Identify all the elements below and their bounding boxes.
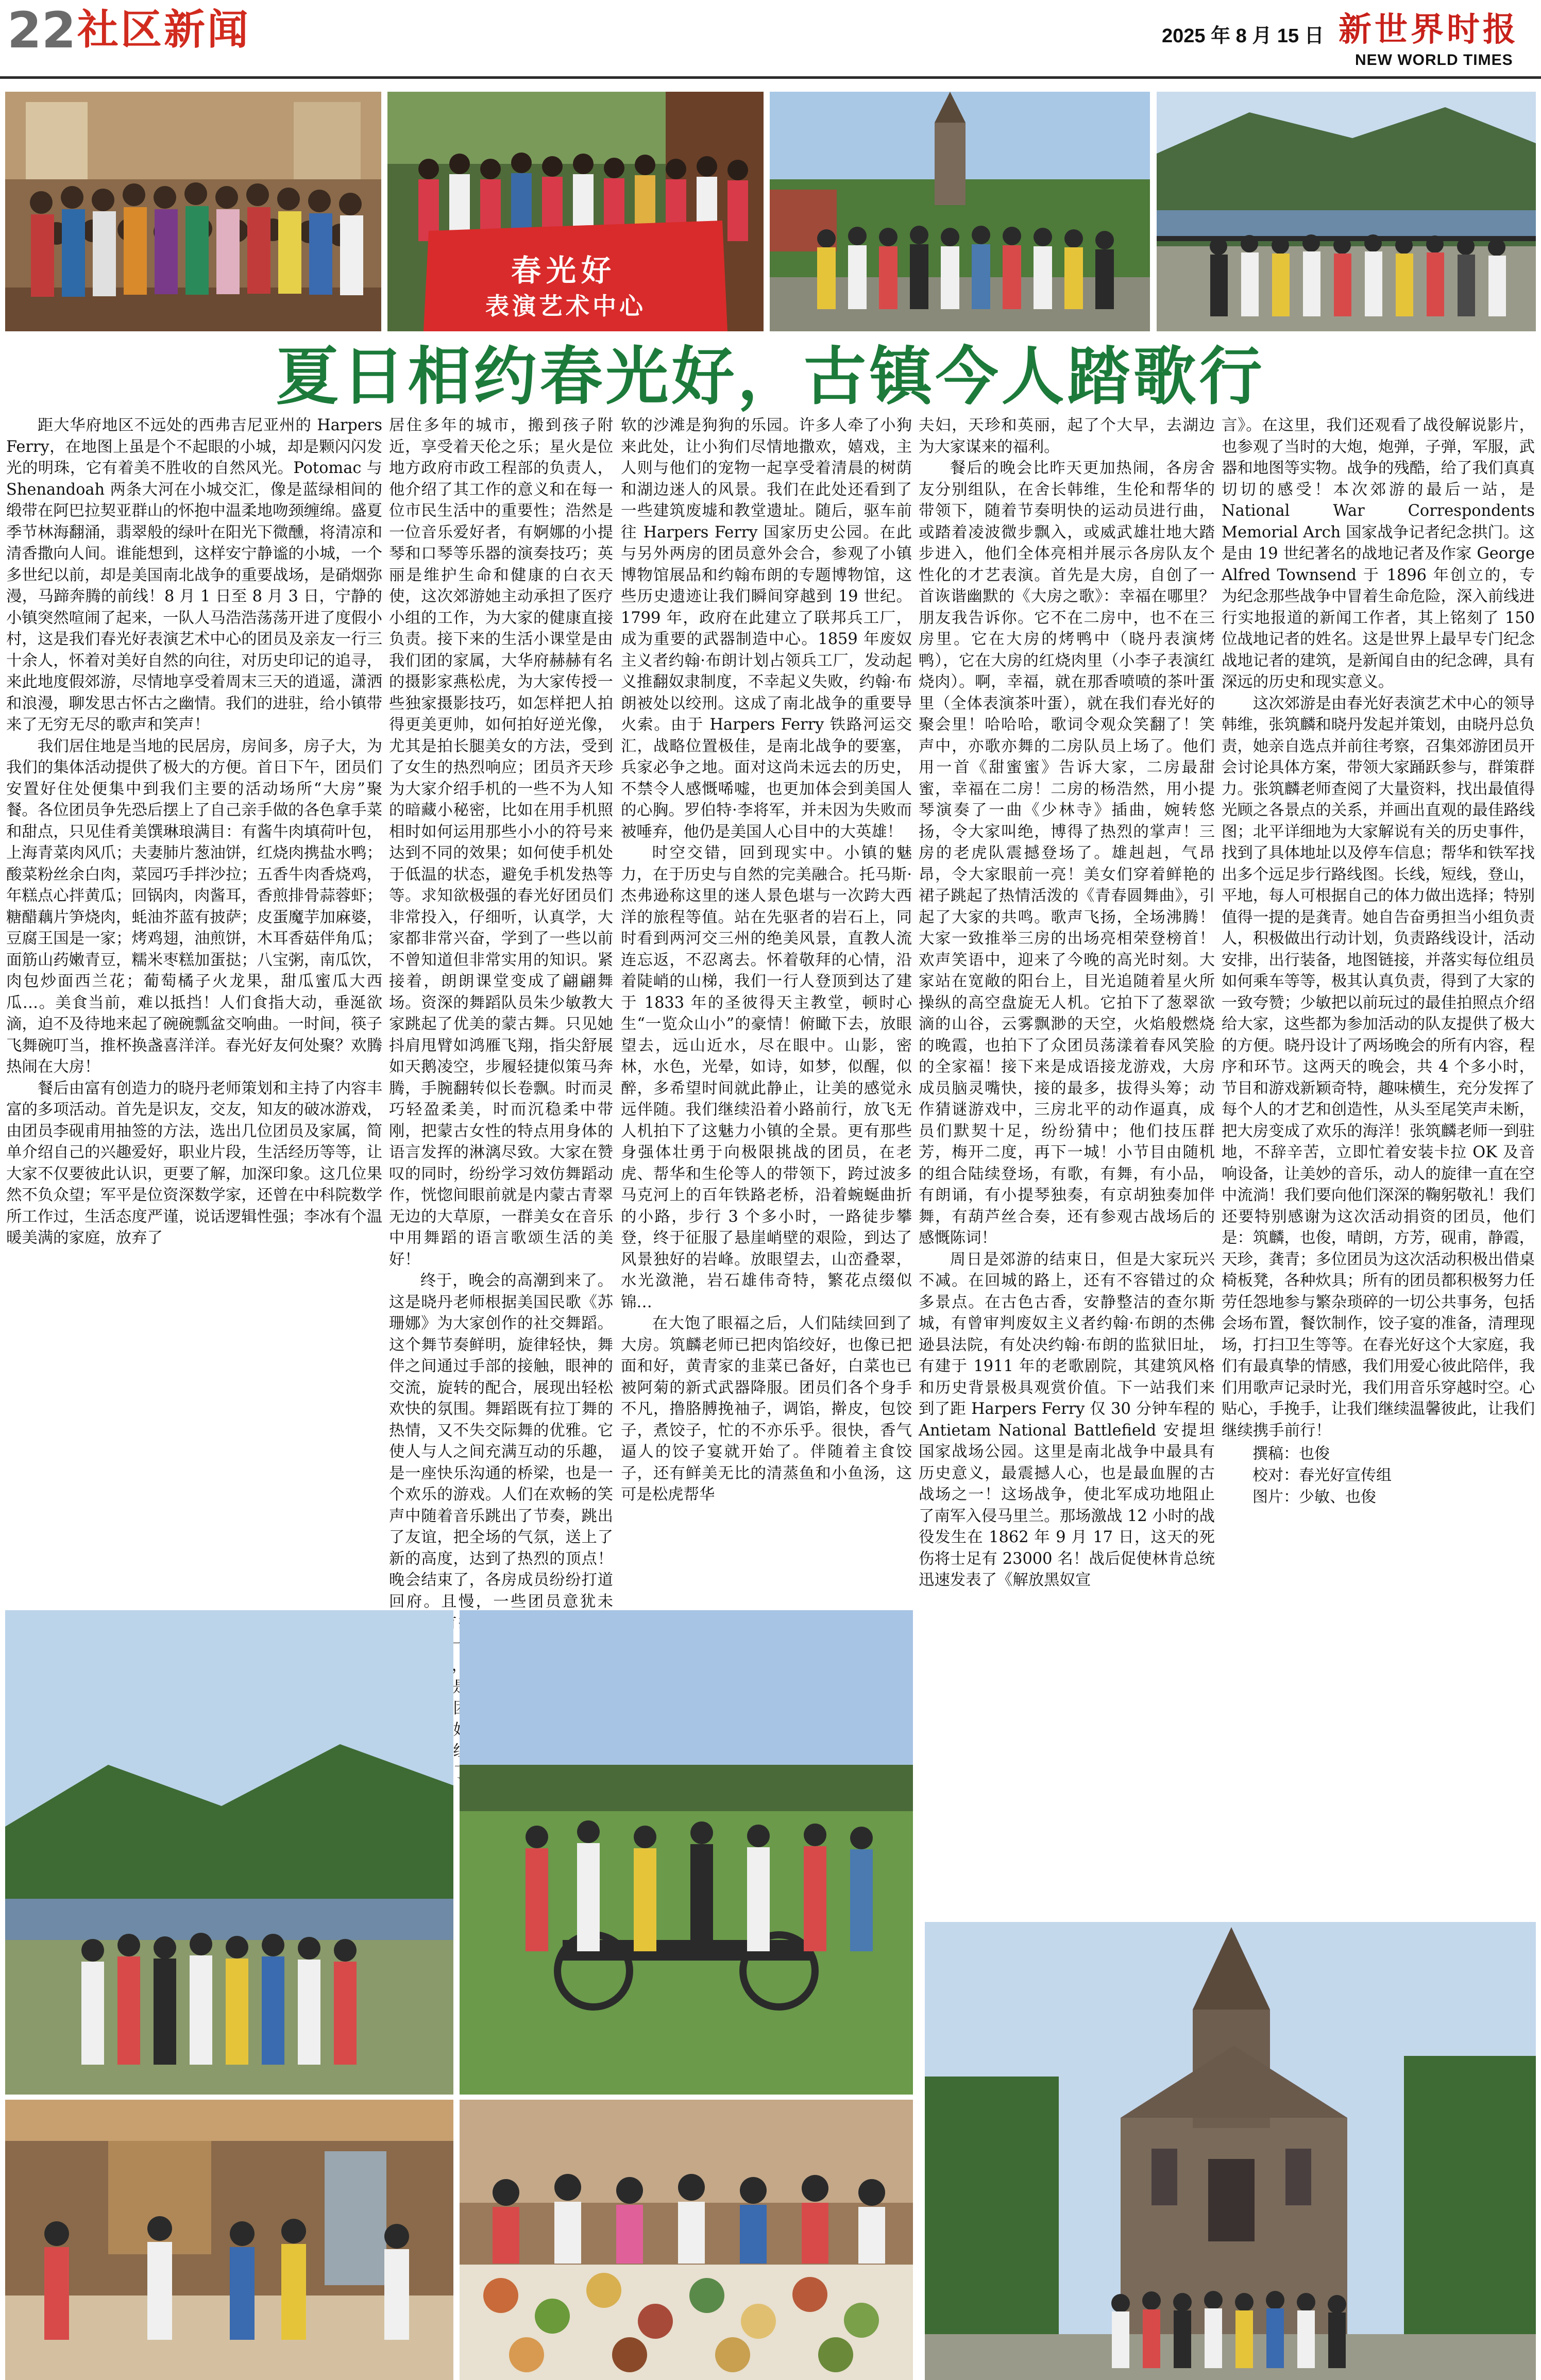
- photo-group-banner: [387, 92, 764, 331]
- article-column-1: [6, 415, 382, 1579]
- paragraph: 言》。在这里，我们还观看了战役解说影片，也参观了当时的大炮，炮弹，子弹，军服，武器和地图等实物。战争的残酷，给了我们真真切切的感受！本次郊游的最后一站，是 National War Correspondents Memorial Arch 国家战争记者纪念拱门。这是由 19 世纪著名的战地记者及作家 George Alfred Townsend 于 1896 年创立的，专为纪念那些战争中冒着生命危险，深入前线进行实地报道的新闻工作者，其上铭刻了 150 位战地记者的姓名。这是世界上最早专门纪念战地记者的建筑，是新闻自由的纪念碑，具有深远的历史和现实意义。: [1222, 416, 1535, 691]
- paragraph: 餐后的晚会比昨天更加热闹，各房舍友分别组队，在舍长韩维，生伦和帮华的带领下，随着节奏明快的运动员进行曲，或踏着凌波微步飘入，或威武雄壮地大踏步进入，他们全体亮相并展示各房队友个性化的才艺表演。首先是大房，自创了一首诙谐幽默的《大房之歌》：幸福在哪里？朋友我告诉你。它不在二房中，也不在三房里。它在大房的烤鸭中（晓丹表演烤鸭），它在大房的红烧肉里（小李子表演红烧肉）。啊，幸福，就在那香喷喷的茶叶蛋里（全体表演茶叶蛋），就在我们春光好的聚会里！哈哈哈，歌词令观众笑翻了！笑声中，亦歌亦舞的二房队员上场了。他们用一首《甜蜜蜜》告诉大家，二房最甜蜜，幸福在二房！二房的杨浩然，用小提琴演奏了一曲《少林寺》插曲，婉转悠扬，令大家叫绝，博得了热烈的掌声！三房的老虎队震撼登场了。雄赳赳，气昂昂，令大家眼前一亮！美女们穿着鲜艳的裙子跳起了热情活泼的《青春圆舞曲》，引起了大家的共鸣。歌声飞扬，全场沸腾！大家一致推举三房的出场亮相荣登榜首！欢声笑语中，迎来了今晚的高光时刻。大家站在宽敞的阳台上，目光追随着星火所操纵的高空盘旋无人机。它拍下了葱翠欲滴的山谷，云雾飘渺的天空，火焰般燃烧的晚霞，也拍下了众团员荡漾着春风笑脸的全家福！接下来是成语接龙游戏，大房成员脑灵嘴快，接的最多，拔得头筹；动作猜谜游戏中，三房北平的动作逼真，成员们默契十足，纷纷猜中；他们技压群芳，梅开二度，再下一城！小节目由随机的组合陆续登场，有歌，有舞，有小品，有朗诵，有小提琴独奏，有京胡独奏加伴舞，有葫芦丝合奏，还有参观古战场后的感慨陈词！: [919, 459, 1215, 1247]
- photo-stone-church: [925, 1922, 1536, 2380]
- section-title: 社区新闻: [77, 6, 250, 54]
- photo-church-hill: [770, 92, 1150, 331]
- banner-line-2: 表演艺术中心: [485, 292, 646, 320]
- paragraph: 距大华府地区不远处的西弗吉尼亚州的 Harpers Ferry，在地图上虽是个不起眼的小城，却是颗闪闪发光的明珠，它有着美不胜收的自然风光。Potomac 与 Shenandoah 两条大河在小城交汇，像是蓝绿相间的缎带在阿巴拉契亚群山的怀抱中温柔地吻颈缠绵。盛夏季节林海翻涌，翡翠般的绿叶在阳光下微醺，将清凉和清香撒向人间。谁能想到，这样安宁静谧的小城，一个多世纪以前，却是美国南北战争的重要战场，是硝烟弥漫，马蹄奔腾的前线！8 月 1 日至 8 月 3 日，宁静的小镇突然喧闹了起来，一队人马浩浩荡荡开进了度假小村，这是我们春光好表演艺术中心的团员及亲友一行三十余人，怀着对美好自然的向往，对历史印记的追寻，来此地度假郊游，尽情地享受着周末三天的逍遥，潇洒和浪漫，聊发思古怀古之幽情。我们的进驻，给小镇带来了无穷无尽的歌声和笑声！: [6, 416, 382, 734]
- paragraph: 居住多年的城市，搬到孩子附近，享受着天伦之乐；星火是位地方政府市政工程部的负责人，他介绍了其工作的意义和在每一位市民生活中的重要性；浩然是一位音乐爱好者，有婀娜的小提琴和口琴等乐器的演奏技巧；英丽是维护生命和健康的白衣天使，这次郊游她主动承担了医疗小组的工作，为大家的健康直接负责。接下来的生活小课堂是由我们团的家属，大华府赫赫有名的摄影家燕松虎，为大家传授一些独家摄影技巧，如怎样把人拍得更美更帅，如何拍好逆光像，尤其是拍长腿美女的方法，受到了女生的热烈响应；团员齐天珍为大家介绍手机的一些不为人知的暗藏小秘密，比如在用手机照相时如何运用那些小小的符号来达到不同的效果；如何使手机处于低温的状态，避免手机发热等等。求知欲极强的春光好团员们非常投入，仔细听，认真学，大家都非常兴奋，学到了一些以前不曾知道但非常实用的知识。紧接着，朗朗课堂变成了翩翩舞场。资深的舞蹈队员朱少敏教大家跳起了优美的蒙古舞。只见她抖肩甩臂如鸿雁飞翔，指尖舒展如天鹅凌空，步履轻捷似策马奔腾，手腕翻转似长卷飘。时而灵巧轻盈柔美，时而沉稳柔中带刚，把蒙古女性的特点用身体的语言发挥的淋漓尽致。大家在赞叹的同时，纷纷学习效仿舞蹈动作，恍惚间眼前就是内蒙古青翠无边的大草原，一群美女在音乐中用舞蹈的语言歌颂生活的美好！: [389, 416, 613, 1269]
- paragraph: 这次郊游是由春光好表演艺术中心的领导韩维，张筑麟和晓丹发起并策划，由晓丹总负责，她亲自选点并前往考察，召集郊游团员开会讨论具体方案，带领大家踊跃参与，群策群力。张筑麟老师查阅了大量资料，找出最值得光顾之各景点的关系，并画出直观的最佳路线图；北平详细地为大家解说有关的历史事件，找到了具体地址以及停车信息；帮华和铁军找出多个远足步行路线图。长线，短线，登山，平地，每人可根据自己的体力做出选择；特别值得一提的是龚青。她自告奋勇担当小组负责人，积极做出行动计划，负责路线设计，活动安排，出行装备，地图链接，并落实每位组员如何乘车等等，极其认真负责，得到了大家的一致夸赞；少敏把以前玩过的最佳拍照点介绍给大家，这些都为参加活动的队友提供了极大的方便。晓丹设计了两场晚会的所有内容，程序和环节。这两天的晚会，共 4 个多小时，节目和游戏新颖奇特，趣味横生，充分发挥了每个人的才艺和创造性，从头至尾笑声未断，把大房变成了欢乐的海洋！张筑麟老师一到驻地，不辞辛苦，立即忙着安装卡拉 OK 及音响设备，让美妙的音乐，动人的旋律一直在空中流淌！我们要向他们深深的鞠躬敬礼！我们还要特别感谢为这次活动捐资的团员，他们是：筑麟，也俊，晴朗，方芳，砚甫，静霞，天珍，龚青；多位团员为这次活动积极出借桌椅板凳，各种炊具；所有的团员都积极努力任劳任怨地参与繁杂琐碎的一切公共事务，包括会场布置，餐饮制作，饺子宴的准备，清理现场，打扫卫生等等。在春光好这个大家庭，我们有最真挚的情感，我们用爱心彼此陪伴，我们用歌声记录时光，我们用音乐穿越时空。心贴心，手挽手，让我们继续温馨彼此，让我们继续携手前行！: [1222, 694, 1535, 1440]
- issue-date: 2025 年 8 月 15 日: [1162, 25, 1324, 47]
- credit-writer: 撰稿：也俊: [1252, 1445, 1330, 1463]
- credit-photos: 图片：少敏、也俊: [1252, 1488, 1376, 1506]
- photo-cannon-group: [460, 1610, 913, 2095]
- paragraph: 终于，晚会的高潮到来了。这是晓丹老师根据美国民歌《苏珊娜》为大家创作的社交舞蹈。这个舞节奏鲜明，旋律轻快，舞伴之间通过手部的接触，眼神的交流，旋转的配合，展现出轻松欢快的氛围。舞蹈既有拉丁舞的热情，又不失交际舞的优雅。它使人与人之间充满互动的乐趣，是一座快乐沟通的桥梁，也是一个欢乐的游戏。人们在欢畅的笑声中随着音乐跳出了节奏，跳出了友谊，把全场的气氛，送上了新的高度，达到了热烈的顶点！晚会结束了，各房成员纷纷打道回府。且慢，一些团员意犹未 首接: [389, 1272, 613, 1632]
- page-header: [0, 0, 1541, 77]
- photo-group-indoor: [5, 92, 381, 331]
- paragraph: 在大饱了眼福之后，人们陆续回到了大房。筑麟老师已把肉馅绞好，也像已把面和好，黄青家的韭菜已备好，白菜也已被阿菊的新式武器降服。团员们各个身手不凡，撸胳膊挽袖子，调馅，擀皮，包饺子，煮饺子，忙的不亦乐乎。很快，香气逼人的饺子宴就开始了。伴随着主食饺子，还有鲜美无比的清蒸鱼和小鱼汤，这可是松虎帮华: [621, 1314, 912, 1504]
- page-number: 22: [7, 2, 76, 59]
- header-rule: [0, 76, 1541, 79]
- masthead-chinese: 新世界时报: [1339, 10, 1519, 49]
- photo-river-group: [5, 1610, 453, 2095]
- article-credits: [1222, 1443, 1535, 1508]
- paragraph: 我们居住地是当地的民居房，房间多，房子大，为我们的集体活动提供了极大的方便。首日下午，团员们安置好住处便集中到我们主要的活动场所“大房”聚餐。各位团员争先恐后摆上了自己亲手做的各色拿手菜和甜点，只见佳肴美馔琳琅满目：有酱牛肉填荷叶包，上海青菜肉风爪；夫妻肺片葱油饼，红烧肉携盐水鸭；酸菜粉丝余白肉，菜园巧手拌沙拉；五香牛肉香烧鸡，年糕点心拌黄瓜；回锅肉，肉酱耳，香煎排骨蒜蓉虾；糖醋藕片笋烧肉，蚝油芥蓝有披萨；皮蛋魔芋加麻婆，豆腐王国是一家；烤鸡翅，油煎饼，木耳香菇伴角瓜；面筋山药嫩青豆，糯米枣糕加蛋挞；八宝粥，南瓜饮，肉包炒面西兰花；葡萄橘子火龙果，甜瓜蜜瓜大西瓜…。美食当前，难以抵挡！人们食指大动，垂涎欲滴，迫不及待地来起了碗碗瓢盆交响曲。一时间，筷子飞舞碗叮当，推杯换盏喜洋洋。春光好友何处聚？欢腾热闹在大房！: [6, 737, 382, 1076]
- paragraph: 餐后由富有创造力的晓丹老师策划和主持了内容丰富的多项活动。首先是识友，交友，知友的破冰游戏，由团员李砚甫用抽签的方法，选出几位团员及家属，简单介绍自己的兴趣爱好，职业片段，生活经历等等，让大家不仅要彼此认识，更要了解，加深印象。这几位果然不负众望；军平是位资深数学家，还曾在中科院数学所工作过，生活态度严谨，说话逻辑性强；李冰有个温暖美满的家庭，放弃了: [6, 1079, 382, 1247]
- article-column-3: [621, 415, 912, 1605]
- paragraph: 周日是郊游的结束日，但是大家玩兴不减。在回城的路上，还有不容错过的众多景点。在古色古香，安静整洁的查尔斯城，有曾审判废奴主义者约翰·布朗的杰佛逊县法院，有处决约翰·布朗的监狱旧址，有建于 1911 年的老歌剧院，其建筑风格和历史背景极具观赏价值。下一站我们来到了距 Harpers Ferry 仅 30 分钟车程的 Antietam National Battlefield 安提坦国家战场公园。这里是南北战争中最具有历史意义，最震撼人心，也是最血腥的古战场之一！这场战争，使北军成功地阻止了南军入侵马里兰。那场激战 12 小时的战役发生在 1862 年 9 月 17 日，这天的死伤将士足有 23000 名！战后促使林肯总统迅速发表了《解放黑奴宣: [919, 1250, 1215, 1589]
- paragraph: 软的沙滩是狗狗的乐园。许多人牵了小狗来此处，让小狗们尽情地撒欢，嬉戏，主人则与他们的宠物一起享受着清晨的树荫和湖边迷人的风景。我们在此处还看到了一些建筑废墟和教堂遗址。随后，驱车前往 Harpers Ferry 国家历史公园。在此与另外两房的团员意外会合，参观了小镇博物馆展品和约翰布朗的专题博物馆，这些历史遗迹让我们瞬间穿越到 19 世纪。1799 年，政府在此建立了联邦兵工厂，成为重要的武器制造中心。1859 年废奴主义者约翰·布朗计划占领兵工厂，发动起义推翻奴隶制度，不幸起义失败，约翰·布朗被处以绞刑。这成了南北战争的重要导火索。由于 Harpers Ferry 铁路河运交汇，战略位置极佳，是南北战争的要塞，兵家必争之地。面对这尚未远去的历史，不禁令人感慨唏嘘，也更加体会到美国人的心胸。罗伯特·李将军，并未因为失败而被唾弃，他仍是美国人心目中的大英雄！: [621, 416, 912, 841]
- paragraph: 夫妇，天珍和英丽，起了个大早，去湖边为大家谋来的福利。: [919, 416, 1215, 456]
- masthead-english: NEW WORLD TIMES: [1355, 52, 1513, 69]
- article-headline: 夏日相约春光好，古镇今人踏歌行: [276, 339, 1265, 413]
- article-column-2: [389, 415, 613, 1632]
- credit-proofreader: 校对：春光好宣传组: [1252, 1466, 1392, 1484]
- article-column-4: [919, 415, 1215, 1919]
- article-column-5: [1222, 415, 1535, 1919]
- photo-mountain-overlook: [1157, 92, 1536, 331]
- photo-kitchen-party: [5, 2100, 453, 2380]
- banner-line-1: 春光好: [511, 253, 617, 288]
- photo-dinner-table: [460, 2100, 913, 2380]
- paragraph: 时空交错，回到现实中。小镇的魅力，在于历史与自然的完美融合。托马斯·杰弗逊称这里的迷人景色堪与一次跨大西洋的旅程等值。站在先驱者的岩石上，同时看到两河交三州的绝美风景，直教人流连忘返，不忍离去。怀着敬拜的心情，沿着陡峭的山梯，我们一行人登顶到达了建于 1833 年的圣彼得天主教堂，顿时心生“一览众山小”的豪情！俯瞰下去，放眼望去，远山近水，尽在眼中。山影，密林，水色，光晕，如诗，如梦，似醒，似醉，多希望时间就此静止，让美的感觉永远伴随。我们继续沿着小路前行，放飞无人机拍下了这魅力小镇的全景。更有那些身强体壮勇于向极限挑战的团员，在老虎、帮华和生伦等人的带领下，跨过波多马克河上的百年铁路老桥，沿着蜿蜒曲折的小路，步行 3 个多小时，一路徒步攀登，终于征服了悬崖峭壁的艰险，到达了风景独好的岩峰。放眼望去，山峦叠翠，水光潋滟，岩石雄伟奇特，繁花点缀似锦…: [621, 844, 912, 1311]
